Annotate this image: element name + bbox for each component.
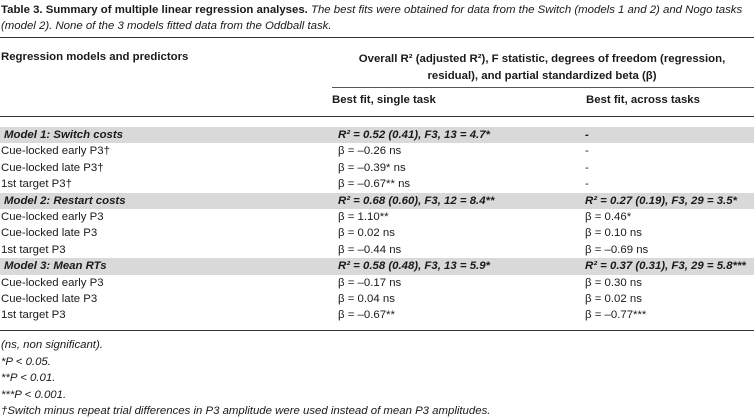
predictor-row (0, 291, 754, 307)
predictor-cell: Cue-locked early P3 (1, 276, 104, 289)
across-tasks-cell: - (585, 178, 589, 191)
across-tasks-cell: - (585, 161, 589, 174)
predictor-row (0, 160, 754, 176)
predictor-row (0, 242, 754, 258)
footnote: (ns, non significant). (1, 339, 103, 351)
predictor-cell: Model 1: Switch costs (4, 129, 123, 141)
predictor-cell: Cue-locked early P3 (1, 210, 104, 223)
predictor-cell: 1st target P3 (1, 243, 66, 256)
predictor-cell: Cue-locked early P3† (1, 145, 110, 158)
across-tasks-cell: - (585, 145, 589, 158)
column-header-single-task: Best fit, single task (332, 94, 436, 106)
footnote: ***P < 0.001. (1, 388, 67, 401)
single-task-cell: β = –0.67** (338, 309, 395, 322)
across-tasks-cell: β = 0.46* (585, 210, 632, 223)
predictor-row (0, 176, 754, 192)
predictor-cell: Model 2: Restart costs (4, 194, 126, 207)
across-tasks-cell: R² = 0.37 (0.31), F3, 29 = 5.8*** (585, 260, 746, 273)
predictor-row (0, 143, 754, 159)
single-task-cell: β = 1.10** (338, 210, 389, 223)
predictor-cell: Model 3: Mean RTs (4, 260, 107, 273)
single-task-cell: β = –0.67** ns (338, 178, 411, 191)
bottom-rule (0, 330, 754, 331)
across-tasks-cell: β = –0.77*** (585, 309, 647, 322)
across-tasks-cell: β = –0.69 ns (585, 243, 649, 256)
footnote: †Switch minus repeat trial differences in P3 amplitude were used instead of mean P3 amplitudes. (1, 405, 491, 418)
caption-label: Table 3. Summary of multiple linear regression analyses. (1, 4, 308, 16)
header-bottom-rule (0, 116, 754, 117)
predictor-cell: 1st target P3† (1, 178, 72, 191)
across-tasks-cell: β = 0.30 ns (585, 276, 642, 289)
single-task-cell: R² = 0.58 (0.48), F3, 13 = 5.9* (338, 260, 490, 273)
single-task-cell: R² = 0.52 (0.41), F3, 13 = 4.7* (338, 129, 490, 141)
table-footnotes (1, 337, 490, 420)
footnote: *P < 0.05. (1, 355, 51, 368)
single-task-cell: β = 0.02 ns (338, 227, 395, 240)
model-row (0, 258, 754, 274)
single-task-cell: β = –0.26 ns (338, 145, 402, 158)
predictor-row (0, 275, 754, 291)
across-tasks-cell: R² = 0.27 (0.19), F3, 29 = 3.5* (585, 194, 737, 207)
single-task-cell: β = –0.17 ns (338, 276, 402, 289)
column-header-across-tasks: Best fit, across tasks (586, 94, 700, 106)
predictor-cell: Cue-locked late P3 (1, 292, 98, 305)
single-task-cell: β = –0.44 ns (338, 243, 402, 256)
predictor-row (0, 307, 754, 323)
predictor-row (0, 225, 754, 241)
header-span-rule (332, 87, 754, 88)
predictor-cell: Cue-locked late P3† (1, 161, 104, 174)
predictor-row (0, 209, 754, 225)
caption-text: The best fits were obtained for data from the Switch (models 1 and 2) and Nogo tasks (model 2). None of the 3 models fitted data from the Oddball task. (1, 4, 743, 32)
across-tasks-cell: β = 0.10 ns (585, 227, 642, 240)
top-rule (0, 37, 754, 38)
model-row (0, 193, 754, 209)
model-row (0, 127, 754, 143)
table-caption (1, 2, 751, 34)
column-header-statistics: Overall R² (adjusted R²), F statistic, degrees of freedom (regression, residual), and partial standardized beta (β) (358, 53, 726, 82)
single-task-cell: β = 0.04 ns (338, 292, 395, 305)
across-tasks-cell: β = 0.02 ns (585, 292, 642, 305)
column-header-predictors: Regression models and predictors (1, 51, 189, 63)
predictor-cell: 1st target P3 (1, 309, 66, 322)
single-task-cell: R² = 0.68 (0.60), F3, 12 = 8.4** (338, 194, 495, 207)
single-task-cell: β = –0.39* ns (338, 161, 406, 174)
across-tasks-cell: - (585, 129, 589, 141)
footnote: **P < 0.01. (1, 372, 56, 385)
regression-table (0, 127, 754, 324)
predictor-cell: Cue-locked late P3 (1, 227, 98, 240)
